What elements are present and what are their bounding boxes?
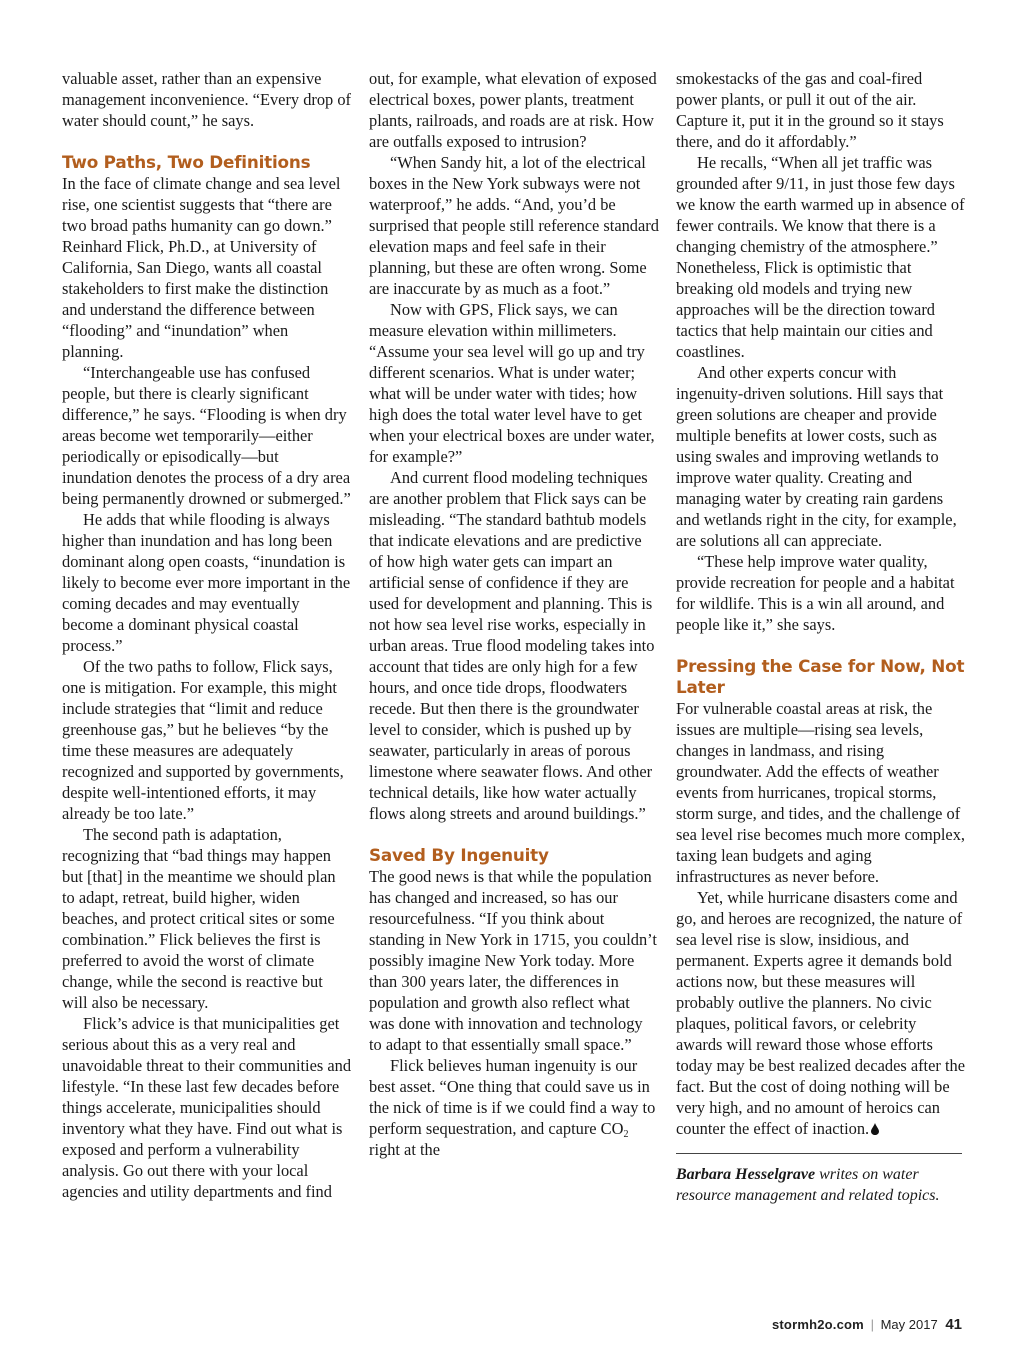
author-name: Barbara Hesselgrave <box>676 1166 816 1183</box>
paragraph: The second path is adaptation, recognizing that “bad things may happen but [that] in the meantime we should plan to adapt, retreat, build higher, widen beaches, and protect critical sites or some combination.” Flick believes the first is preferred to avoid the worst of climate change, while the second is reactive but will also be necessary. <box>62 825 336 1012</box>
byline-divider <box>676 1153 962 1154</box>
section-heading-two-paths: Two Paths, Two Definitions <box>62 152 311 172</box>
paragraph: “Interchangeable use has confused people, but there is clearly significant difference,” he says. “Flooding is when dry areas become wet temporarily—either periodically or episodically—but inundation denotes the process of a dry area being permanently drowned or submerged.” <box>62 363 351 508</box>
footer-separator: | <box>870 1317 874 1332</box>
paragraph: He adds that while flooding is always higher than inundation and has long been dominant along open coasts, “inundation is likely to become ever more important in the coming decades and may eventually become a dominant physical coastal process.” <box>62 510 351 655</box>
subscript-2: 2 <box>623 1129 629 1140</box>
paragraph: smokestacks of the gas and coal-fired power plants, or pull it out of the air. Capture it, put it in the ground so it stays there, and do it affordably.” <box>676 69 944 151</box>
footer-issue-date: May 2017 <box>880 1317 938 1332</box>
paragraph: out, for example, what elevation of exposed electrical boxes, power plants, treatment plants, railroads, and roads are at risk. How are outfalls exposed to intrusion? <box>369 69 657 151</box>
water-drop-icon <box>871 1123 879 1135</box>
paragraph: valuable asset, rather than an expensive management inconvenience. “Every drop of water should count,” he says. <box>62 69 351 130</box>
column-3 <box>676 68 966 1206</box>
paragraph: Of the two paths to follow, Flick says, one is mitigation. For example, this might include strategies that “limit and reduce greenhouse gas,” but he believes “by the time these measures are adequately recognized and supported by governments, despite well-intentioned efforts, it may already be too late.” <box>62 657 344 823</box>
paragraph: For vulnerable coastal areas at risk, the issues are multiple—rising sea levels, changes in landmass, and rising groundwater. Add the effects of weather events from hurricanes, tropical storms, storm surge, and tides, and the challenge of sea level rise becomes much more complex, taxing lean budgets and aging infrastructures as never before. <box>676 699 966 886</box>
paragraph <box>369 1055 659 1160</box>
paragraph: “When Sandy hit, a lot of the electrical boxes in the New York subways were not waterproof,” he adds. “And, you’d be surprised that people still reference standard elevation maps and feel safe in their planning, but these are often wrong. Some are inaccurate by as much as a foot.” <box>369 153 659 298</box>
column-2 <box>369 68 659 1160</box>
paragraph-text: Yet, while hurricane disasters come and go, and heroes are recognized, the nature of sea level rise is slow, insidious, and permanent. Experts agree it demands bold actions now, but these measures will probably outlive the planners. No civic plaques, political favors, or celebrity awards will reward those whose efforts today may be best realized decades after the fact. But the cost of doing nothing will be very high, and no amount of heroics can counter the effect of inaction. <box>676 888 965 1138</box>
page-footer <box>772 1316 962 1333</box>
paragraph: In the face of climate change and sea level rise, one scientist suggests that “there are two broad paths humanity can go down.” Reinhard Flick, Ph.D., at University of California, San Diego, wants all coastal stakeholders to first make the distinction and understand the difference between “flooding” and “inundation” when planning. <box>62 174 341 361</box>
paragraph: “These help improve water quality, provide recreation for people and a habitat for wildlife. This is a win all around, and people like it,” she says. <box>676 552 955 634</box>
paragraph: He recalls, “When all jet traffic was grounded after 9/11, in just those few days we know the earth warmed up in absence of fewer contrails. We know that there is a changing chemistry of the atmosphere.” Nonetheless, Flick is optimistic that breaking old models and trying new approaches will be the direction toward tactics that help maintain our cities and coastlines. <box>676 153 965 361</box>
paragraph: Flick’s advice is that municipalities get serious about this as a very real and unavoidable threat to their communities and lifestyle. “In these last few decades before things accelerate, municipalities should inventory what they have. Find out what is exposed and perform a vulnerability analysis. Go out there with your local agencies and utility departments and find <box>62 1014 352 1201</box>
paragraph: And current flood modeling techniques are another problem that Flick says can be misleading. “The standard bathtub models that indicate elevations and are predictive of how high water gets can impart an artificial sense of confidence if they are used for development and planning. This is not how sea level rise works, especially in urban areas. True flood modeling takes into account that tides are only high for a few hours, and once tide drops, floodwaters recede. But then there is the groundwater level to consider, which is pushed up by seawater, particularly in areas of porous limestone where seawater flows. And other technical details, like how water actually flows along streets and around buildings.” <box>369 468 655 823</box>
author-byline <box>676 1164 966 1206</box>
page-number: 41 <box>945 1316 962 1333</box>
paragraph-text: right at the <box>369 1140 441 1159</box>
paragraph: The good news is that while the population has changed and increased, so has our resourcefulness. “If you think about standing in New York in 1715, you couldn’t possibly imagine New York today. More than 300 years later, the differences in population and growth also reflect what was done with innovation and technology to adapt to that essentially small space.” <box>369 867 657 1054</box>
section-heading-saved-by-ingenuity: Saved By Ingenuity <box>369 845 549 865</box>
paragraph: Now with GPS, Flick says, we can measure elevation within millimeters. “Assume your sea level will go up and try different scenarios. What is under water; what will be under water with tides; how high does the total water level have to get when your electrical boxes are under water, for example?” <box>369 300 655 466</box>
paragraph <box>676 887 966 1139</box>
section-heading-pressing-the-case: Pressing the Case for Now, Not Later <box>676 656 965 697</box>
paragraph-text: Flick believes human ingenuity is our best asset. “One thing that could save us in the nick of time is if we could find a way to perform sequestration, and capture CO <box>369 1056 656 1138</box>
footer-site-link[interactable]: stormh2o.com <box>771 1317 864 1332</box>
column-1 <box>62 68 352 1202</box>
author-bio: writes on water resource management and related topics. <box>676 1166 940 1204</box>
paragraph: And other experts concur with ingenuity-driven solutions. Hill says that green solutions are cheaper and provide multiple benefits at lower costs, such as using swales and improving wetlands to improve water quality. Creating and managing water by creating rain gardens and wetlands right in the city, for example, are solutions all can appreciate. <box>676 363 957 550</box>
